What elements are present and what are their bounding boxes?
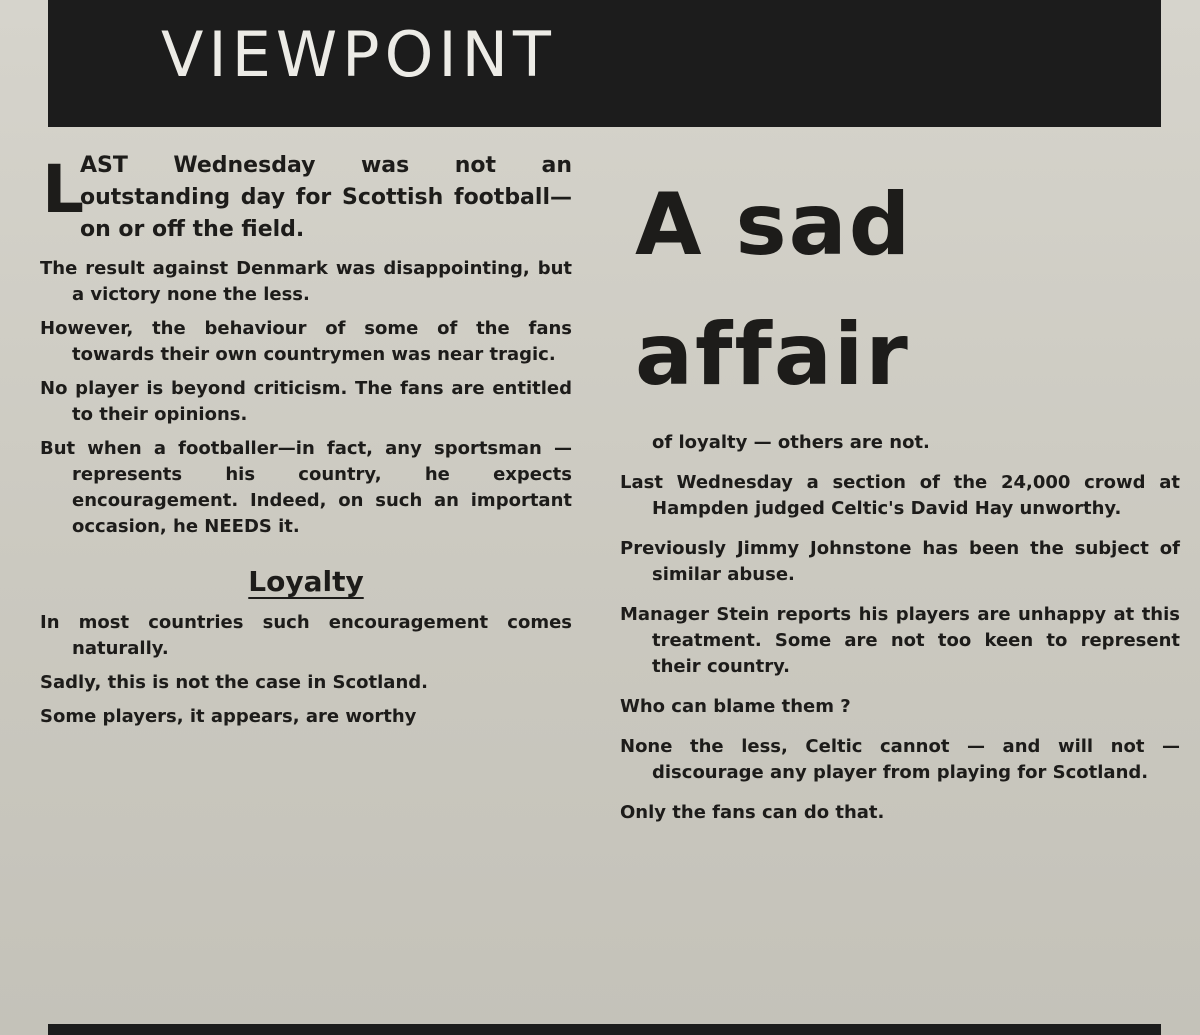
body-paragraph: Some players, it appears, are worthy xyxy=(40,706,417,727)
body-paragraph: None the less, Celtic cannot — and will not — discourage any player from playing for Scotland. xyxy=(620,736,1180,783)
drop-cap: L xyxy=(42,151,85,228)
bottom-rule xyxy=(48,1024,1161,1035)
section-title: VIEWPOINT xyxy=(161,18,556,91)
lead-paragraph xyxy=(42,150,572,246)
subheading xyxy=(40,562,572,602)
body-paragraph: The result against Denmark was disappointing, but a victory none the less. xyxy=(40,258,572,305)
body-paragraph: Last Wednesday a section of the 24,000 crowd at Hampden judged Celtic's David Hay unworthy. xyxy=(620,472,1180,519)
body-paragraph: Sadly, this is not the case in Scotland. xyxy=(40,672,428,693)
headline-line: A sad xyxy=(635,175,913,275)
continued-paragraph: of loyalty — others are not. xyxy=(652,432,930,453)
body-paragraph: Manager Stein reports his players are unhappy at this treatment. Some are not too keen to represent their country. xyxy=(620,604,1180,677)
subheading-text: Loyalty xyxy=(248,565,364,598)
body-paragraph: Who can blame them ? xyxy=(620,696,851,717)
body-paragraph: But when a footballer—in fact, any sportsman — represents his country, he expects encouragement. Indeed, on such an important occasion, he NEEDS it. xyxy=(40,438,572,537)
body-paragraph: However, the behaviour of some of the fans towards their own countrymen was near tragic. xyxy=(40,318,572,365)
left-column xyxy=(40,150,572,738)
right-column xyxy=(620,430,1180,840)
section-banner xyxy=(48,0,1161,127)
headline xyxy=(635,160,1085,420)
body-paragraph: No player is beyond criticism. The fans are entitled to their opinions. xyxy=(40,378,572,425)
body-paragraph: In most countries such encouragement comes naturally. xyxy=(40,612,572,659)
lead-text: AST Wednesday was not an outstanding day for Scottish football—on or off the field. xyxy=(80,153,572,242)
body-paragraph: Only the fans can do that. xyxy=(620,802,885,823)
body-paragraph: Previously Jimmy Johnstone has been the subject of similar abuse. xyxy=(620,538,1180,585)
headline-line: affair xyxy=(635,305,910,405)
